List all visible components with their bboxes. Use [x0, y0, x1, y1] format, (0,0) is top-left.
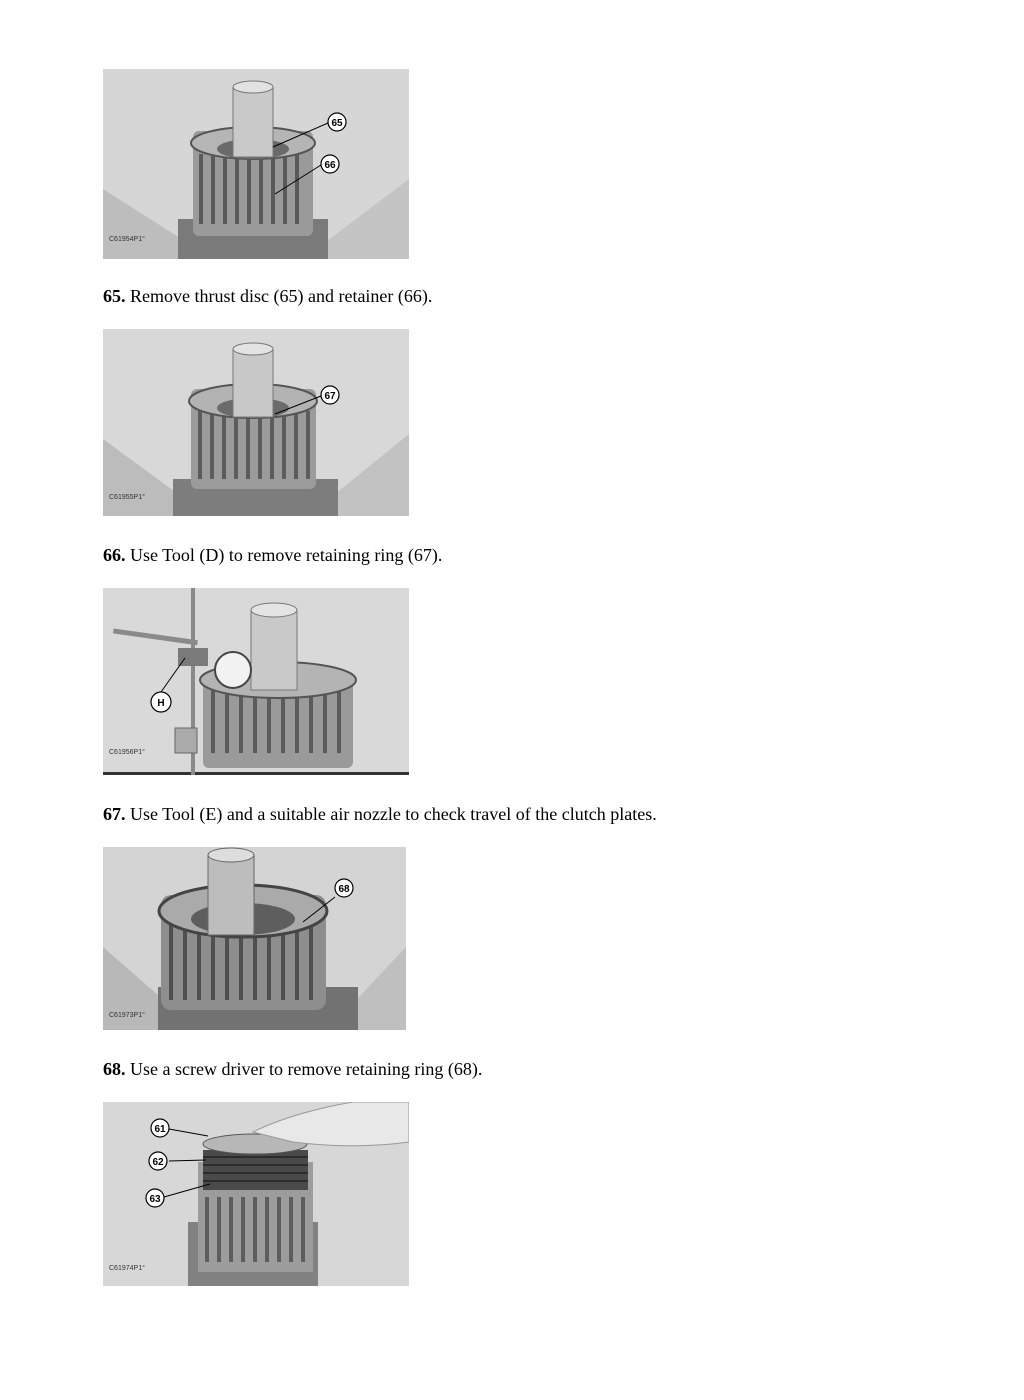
figure-clutch-travel-check	[103, 588, 409, 775]
clutch-assembly-photo	[103, 847, 406, 1030]
figure-code: C61955P1°	[109, 494, 145, 501]
step-number: 65.	[103, 286, 126, 306]
step-number: 66.	[103, 545, 126, 565]
callout-66: 66	[324, 160, 336, 171]
figure-code: C61956P1°	[109, 749, 145, 756]
step-text: Use Tool (D) to remove retaining ring (67).	[125, 545, 443, 565]
callout-65: 65	[331, 118, 343, 129]
figure-code: C61974P1°	[109, 1265, 145, 1272]
callout-61: 61	[154, 1124, 166, 1135]
figure-code: C61954P1°	[109, 236, 145, 243]
step-text: Use Tool (E) and a suitable air nozzle to check travel of the clutch plates.	[125, 804, 657, 824]
callout-68: 68	[338, 884, 350, 895]
figure-thrust-disc-retainer	[103, 69, 409, 259]
callout-62: 62	[152, 1157, 164, 1168]
step-67	[103, 803, 657, 825]
figure-clutch-plates-removal	[103, 1102, 409, 1286]
callout-67: 67	[324, 391, 336, 402]
step-66	[103, 544, 442, 566]
step-65	[103, 285, 432, 307]
step-text: Remove thrust disc (65) and retainer (66).	[125, 286, 433, 306]
clutch-plates-photo	[103, 1102, 409, 1286]
figure-code: C61973P1°	[109, 1012, 145, 1019]
figure-retaining-ring-67	[103, 329, 409, 516]
callout-h: H	[157, 698, 165, 709]
clutch-assembly-photo	[103, 69, 409, 259]
clutch-assembly-photo	[103, 329, 409, 516]
figure-retaining-ring-68	[103, 847, 406, 1030]
step-68	[103, 1058, 482, 1080]
step-text: Use a screw driver to remove retaining ring (68).	[125, 1059, 483, 1079]
callout-63: 63	[149, 1194, 161, 1205]
dial-indicator-photo	[103, 588, 409, 775]
step-number: 68.	[103, 1059, 126, 1079]
step-number: 67.	[103, 804, 126, 824]
